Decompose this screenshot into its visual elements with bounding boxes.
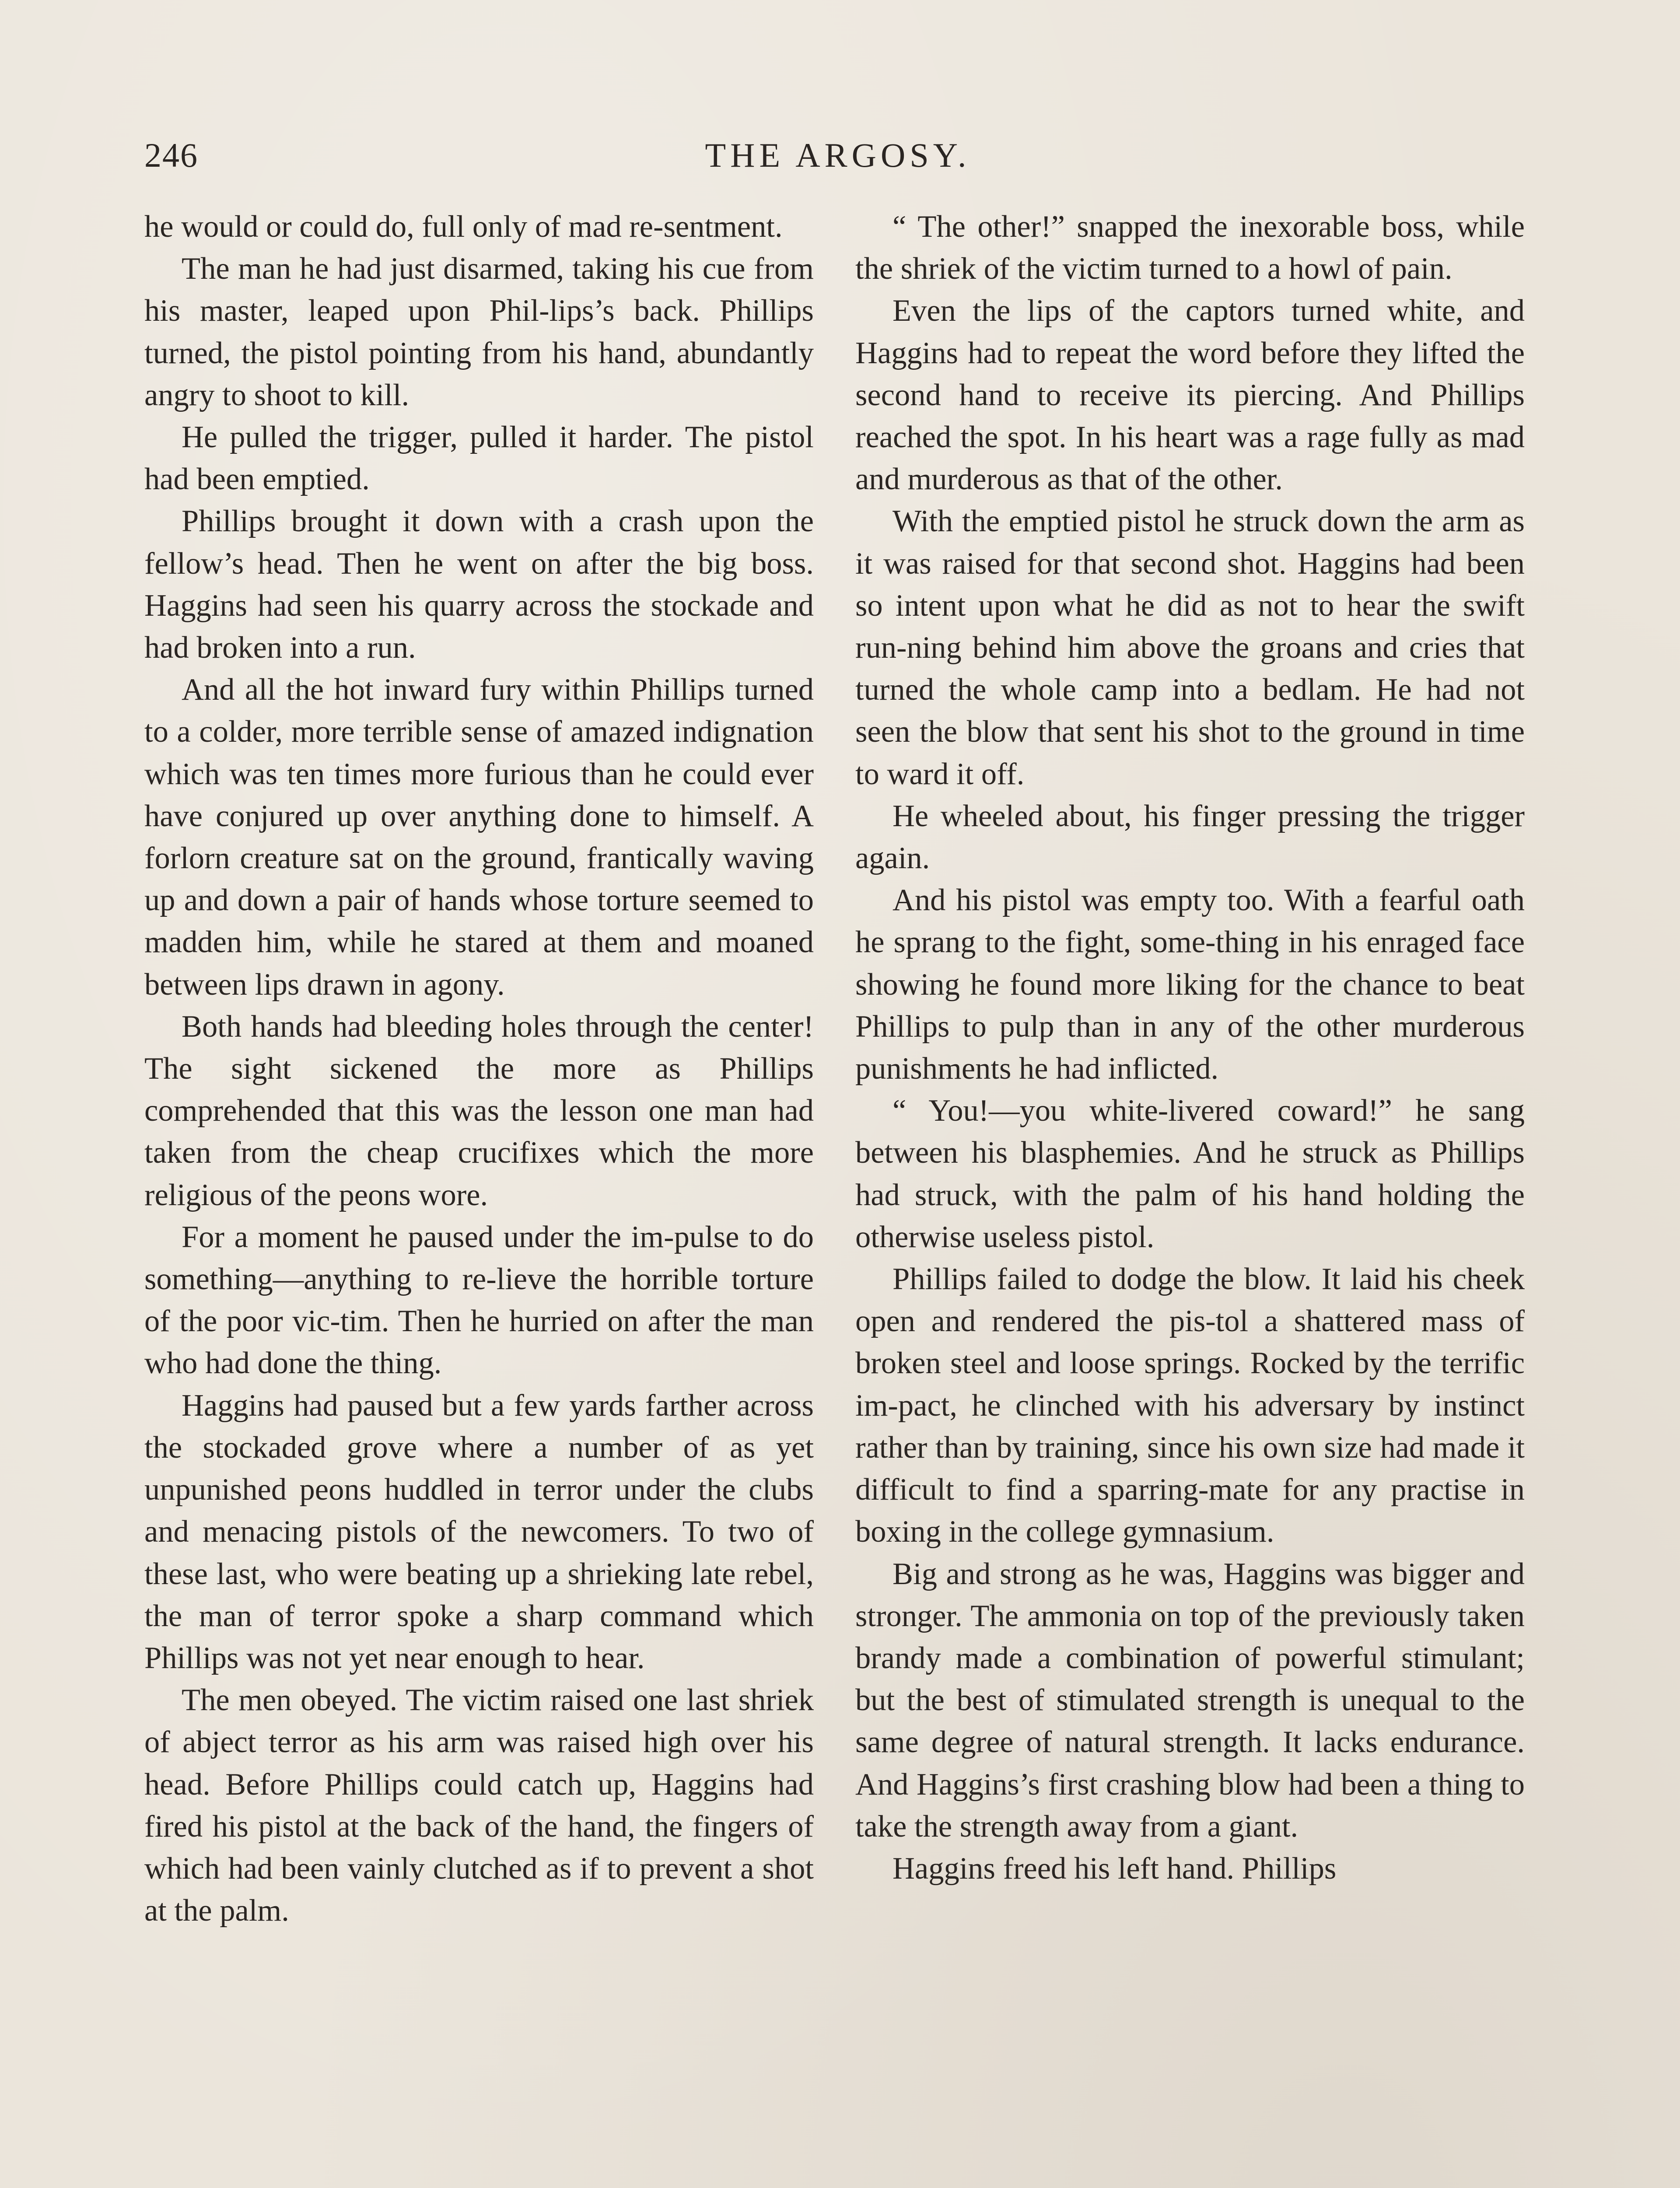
paragraph: he would or could do, full only of mad re-sentment. <box>144 210 783 244</box>
paragraph: For a moment he paused under the im-pulse to do something—anything to re-lieve the horrible torture of the poor vic-tim. Then he hurried on after the man who had done the thing. <box>144 1220 814 1381</box>
running-title: THE ARGOSY. <box>705 136 971 174</box>
paragraph: Haggins had paused but a few yards farther across the stockaded grove where a number of as yet unpunished peons huddled in terror under the clubs and menacing pistols of the newcomers. To two of these last, who were beating up a shrieking late rebel, the man of terror spoke a sharp command which Phillips was not yet near enough to hear. <box>144 1388 814 1675</box>
page-header <box>144 131 1531 179</box>
paragraph: “ You!—you white-livered coward!” he sang between his blasphemies. And he struck as Phillips had struck, with the palm of his hand holding the otherwise useless pistol. <box>855 1094 1525 1254</box>
text-column-right <box>855 206 1525 1890</box>
paragraph: Phillips brought it down with a crash upon the fellow’s head. Then he went on after the big boss. Haggins had seen his quarry across the stockade and had broken into a run. <box>144 504 814 665</box>
paragraph: He pulled the trigger, pulled it harder. The pistol had been emptied. <box>144 420 814 497</box>
paragraph: “ The other!” snapped the inexorable boss, while the shriek of the victim turned to a howl of pain. <box>855 210 1525 286</box>
paragraph: The men obeyed. The victim raised one last shriek of abject terror as his arm was raised high over his head. Before Phillips could catch up, Haggins had fired his pistol at the back of the hand, the fingers of which had been vainly clutched as if to prevent a shot at the palm. <box>144 1683 814 1928</box>
text-column-left <box>144 206 814 1932</box>
page-number: 246 <box>144 136 198 174</box>
paragraph: Big and strong as he was, Haggins was bigger and stronger. The ammonia on top of the previously taken brandy made a combination of powerful stimulant; but the best of stimulated strength is unequal to the same degree of natural strength. It lacks endurance. And Haggins’s first crashing blow had been a thing to take the strength away from a giant. <box>855 1557 1525 1844</box>
paragraph: He wheeled about, his finger pressing the trigger again. <box>855 799 1525 876</box>
paragraph: And his pistol was empty too. With a fearful oath he sprang to the fight, some-thing in his enraged face showing he found more liking for the chance to beat Phillips to pulp than in any of the other murderous punishments he had inflicted. <box>855 883 1525 1086</box>
paragraph: And all the hot inward fury within Phillips turned to a colder, more terrible sense of amazed indignation which was ten times more furious than he could ever have conjured up over anything done to himself. A forlorn creature sat on the ground, frantically waving up and down a pair of hands whose torture seemed to madden him, while he stared at them and moaned between lips drawn in agony. <box>144 673 814 1002</box>
paragraph: With the emptied pistol he struck down the arm as it was raised for that second shot. Haggins had been so intent upon what he did as not to hear the swift run-ning behind him above the groans and cries that turned the whole camp into a bedlam. He had not seen the blow that sent his shot to the ground in time to ward it off. <box>855 504 1525 791</box>
paragraph: Haggins freed his left hand. Phillips <box>892 1851 1337 1886</box>
paragraph: Phillips failed to dodge the blow. It laid his cheek open and rendered the pis-tol a shattered mass of broken steel and loose springs. Rocked by the terrific im-pact, he clinched with his adversary by instinct rather than by training, since his own size had made it difficult to find a sparring-mate for any practise in boxing in the college gymnasium. <box>855 1262 1525 1549</box>
paragraph: Both hands had bleeding holes through the center! The sight sickened the more as Phillips comprehended that this was the lesson one man had taken from the cheap crucifixes which the more religious of the peons wore. <box>144 1009 814 1212</box>
paragraph: Even the lips of the captors turned white, and Haggins had to repeat the word before they lifted the second hand to receive its piercing. And Phillips reached the spot. In his heart was a rage fully as mad and murderous as that of the other. <box>855 294 1525 497</box>
paragraph: The man he had just disarmed, taking his cue from his master, leaped upon Phil-lips’s back. Phillips turned, the pistol pointing from his hand, abundantly angry to shoot to kill. <box>144 252 814 412</box>
